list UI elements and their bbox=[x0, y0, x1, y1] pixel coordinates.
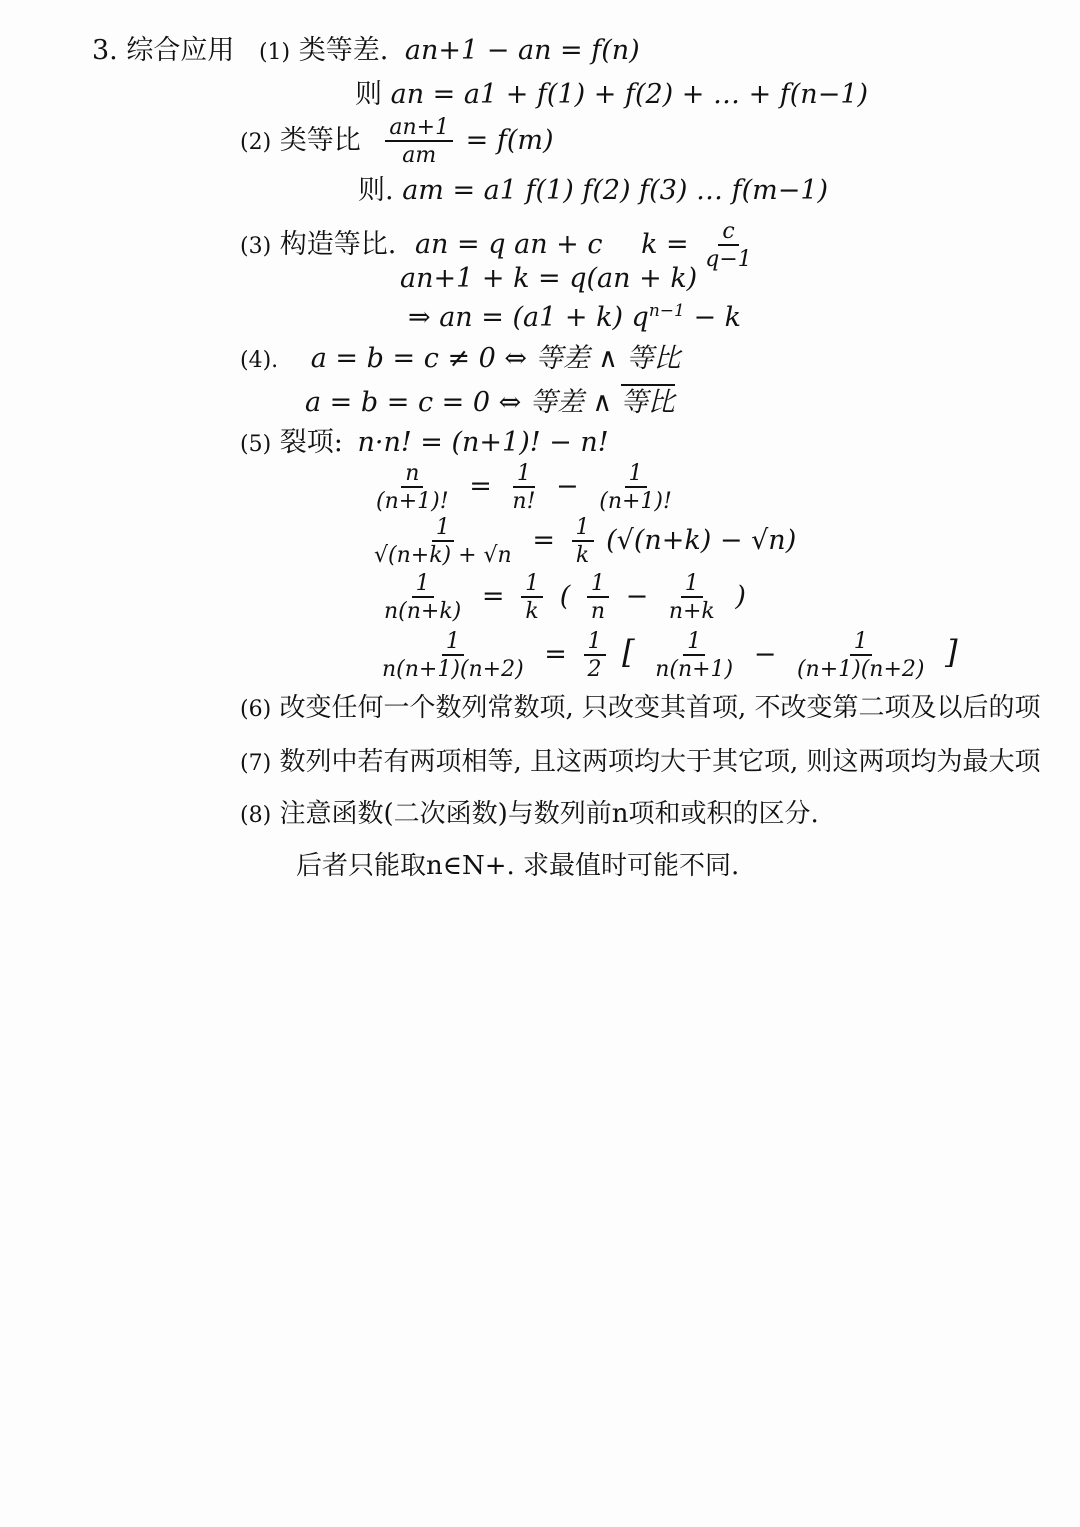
f4-b-top: 1 bbox=[850, 630, 872, 656]
f3-b bbox=[665, 572, 719, 623]
f4-coef bbox=[584, 630, 606, 681]
item5-formula2: $\frac{1}{√(n+k) + √n}$ = $\frac{1}{k}$ (√(n+k) − √n) bbox=[366, 516, 796, 567]
f4-lhs-top: 1 bbox=[442, 630, 464, 656]
item2-label: (2) bbox=[240, 130, 272, 156]
item8-text: 注意函数(二次函数)与数列前n项和或积的区分. bbox=[279, 799, 819, 829]
item8-line bbox=[240, 800, 819, 829]
item1-result-prefix: 则 bbox=[355, 79, 382, 110]
item8-label: (8) bbox=[240, 803, 272, 828]
f2-coef bbox=[572, 516, 594, 567]
item1-formula: an+1 − an = f(n) bbox=[404, 35, 640, 66]
item5-formula4: $\frac{1}{n(n+1)(n+2)}$ = $\frac{1}{2}$ [ $\frac{1}{n(n+1)}$ − $\frac{1}{(n+1)(n+2)}$ ] bbox=[374, 630, 962, 681]
item4-text1: a = b = c ≠ 0 ⇔ 等差 ∧ 等比 bbox=[310, 343, 681, 374]
item3-k-top: c bbox=[718, 220, 738, 246]
f4-a-bot: n(n+1) bbox=[655, 657, 734, 683]
item2-name: 类等比 bbox=[279, 125, 361, 157]
item4-text2-overlined: 等比 bbox=[621, 384, 675, 418]
item4-label: (4). bbox=[240, 348, 279, 373]
item3-step2-prefix: ⇒ an = (a1 + k) q bbox=[408, 302, 649, 333]
f4-a bbox=[651, 630, 737, 681]
item3-step2 bbox=[408, 302, 741, 333]
item4-line2 bbox=[305, 388, 675, 418]
f4-a-top: 1 bbox=[683, 630, 705, 656]
f3-a bbox=[587, 572, 609, 623]
item5-formula3: $\frac{1}{n(n+k)}$ = $\frac{1}{k}$ ( $\frac{1}{n}$ − $\frac{1}{n+k}$ ) bbox=[376, 572, 750, 623]
f4-lhs-bot: n(n+1)(n+2) bbox=[382, 657, 524, 683]
item2-result-prefix: 则. bbox=[358, 175, 394, 206]
item5-name: 裂项: bbox=[279, 427, 343, 458]
item2-fraction bbox=[385, 116, 453, 167]
item1-result: an = a1 + f(1) + f(2) + … + f(n−1) bbox=[390, 79, 869, 110]
item2-frac-top: an+1 bbox=[385, 116, 453, 142]
item3-k-fraction bbox=[701, 220, 756, 271]
f2-lhs-bot: √(n+k) + √n bbox=[374, 543, 512, 569]
heading-line bbox=[92, 36, 640, 66]
item3-step2-suffix: − k bbox=[693, 302, 742, 333]
f2-coef-bot: k bbox=[575, 543, 590, 569]
f1-rhs-a bbox=[508, 462, 539, 513]
f4-coef-top: 1 bbox=[584, 630, 606, 656]
item6-text: 改变任何一个数列常数项, 只改变其首项, 不改变第二项及以后的项 bbox=[279, 693, 1041, 723]
f1-lhs-bot: (n+1)! bbox=[376, 489, 449, 515]
item5-formula1: $\frac{n}{(n+1)!}$ = $\frac{1}{n!}$ − $\frac{1}{(n+1)!}$ bbox=[368, 462, 680, 513]
item2-result-line bbox=[358, 176, 828, 206]
item4-text2-prefix: a = b = c = 0 ⇔ 等差 ∧ bbox=[305, 387, 613, 418]
item3-step2-exp: n−1 bbox=[648, 301, 685, 321]
item3-step1: an+1 + k = q(an + k) bbox=[400, 263, 698, 294]
item7-label: (7) bbox=[240, 751, 272, 776]
item3-k-lhs: k = bbox=[641, 229, 689, 261]
f3-coef-bot: k bbox=[525, 599, 539, 625]
item5-line bbox=[240, 428, 609, 458]
f1-rhs-a-bot: n! bbox=[512, 489, 536, 515]
f4-lhs bbox=[378, 630, 528, 681]
f2-rest: (√(n+k) − √n) bbox=[606, 525, 797, 557]
f1-rhs-b-bot: (n+1)! bbox=[599, 489, 672, 515]
f3-a-top: 1 bbox=[587, 572, 609, 598]
item5-label: (5) bbox=[240, 432, 272, 457]
item2-line bbox=[240, 116, 554, 167]
heading-title: 综合应用 bbox=[126, 35, 235, 66]
f2-lhs-top: 1 bbox=[432, 516, 454, 542]
f1-lhs-top: n bbox=[401, 462, 423, 488]
item2-frac-bot: am bbox=[402, 143, 437, 169]
item1-name: 类等差. bbox=[298, 35, 389, 66]
f4-b-bot: (n+1)(n+2) bbox=[796, 657, 925, 683]
f1-rhs-b bbox=[595, 462, 676, 513]
f3-lhs-bot: n(n+k) bbox=[384, 599, 462, 625]
item1-label: (1) bbox=[258, 40, 291, 65]
f3-coef bbox=[521, 572, 543, 623]
f3-coef-top: 1 bbox=[521, 572, 543, 598]
f2-lhs bbox=[370, 516, 516, 567]
item3-formula: an = q an + c bbox=[414, 229, 603, 261]
f3-a-bot: n bbox=[590, 599, 605, 625]
item3-k-bot: q−1 bbox=[705, 247, 752, 273]
item2-result: am = a1 f(1) f(2) f(3) … f(m−1) bbox=[402, 175, 829, 206]
item2-rhs: = f(m) bbox=[465, 125, 554, 157]
f1-rhs-a-top: 1 bbox=[513, 462, 535, 488]
item3-label: (3) bbox=[240, 234, 272, 260]
item7-text: 数列中若有两项相等, 且这两项均大于其它项, 则这两项均为最大项 bbox=[279, 747, 1041, 777]
f1-lhs bbox=[372, 462, 453, 513]
f4-coef-bot: 2 bbox=[587, 657, 602, 683]
item4-line1 bbox=[240, 344, 681, 374]
f3-b-bot: n+k bbox=[668, 599, 715, 625]
f2-coef-top: 1 bbox=[572, 516, 594, 542]
item3-name: 构造等比. bbox=[279, 229, 397, 261]
item5-identity: n·n! = (n+1)! − n! bbox=[357, 427, 609, 458]
item6-line bbox=[240, 694, 1041, 723]
item6-label: (6) bbox=[240, 697, 272, 722]
f4-b bbox=[793, 630, 929, 681]
item7-line bbox=[240, 748, 1041, 777]
f3-lhs bbox=[380, 572, 465, 623]
item8-line2: 后者只能取n∈N+. 求最值时可能不同. bbox=[296, 851, 740, 881]
f3-b-top: 1 bbox=[681, 572, 703, 598]
f3-lhs-top: 1 bbox=[412, 572, 434, 598]
heading-number: 3. bbox=[92, 35, 118, 66]
f1-rhs-b-top: 1 bbox=[625, 462, 647, 488]
item1-result-line bbox=[355, 80, 868, 110]
